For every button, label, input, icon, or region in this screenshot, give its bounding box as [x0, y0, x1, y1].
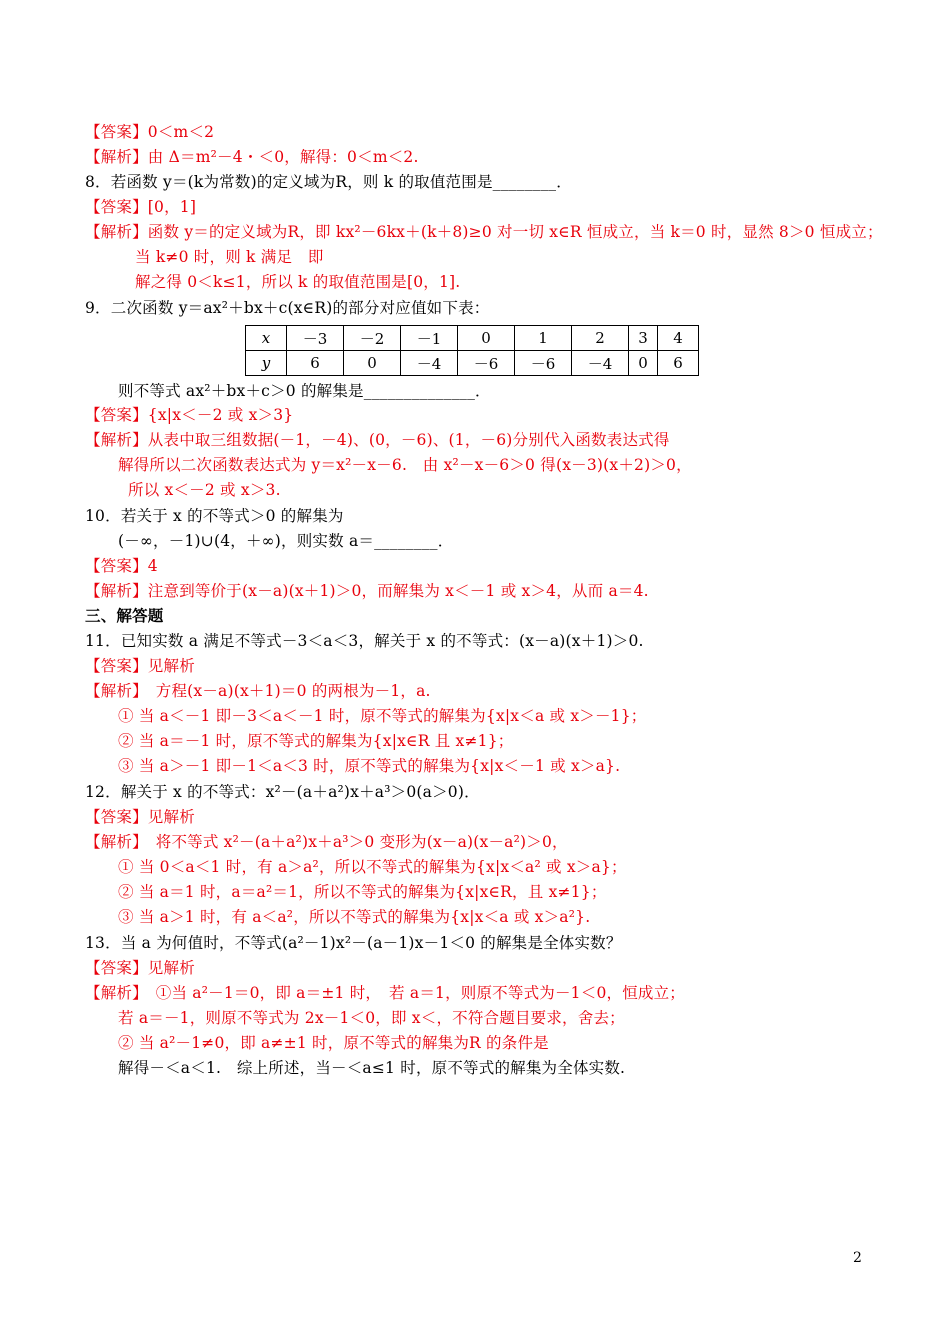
question-10: 10．若关于 x 的不等式＞0 的解集为 [85, 507, 344, 525]
table-cell: 0 [344, 351, 401, 376]
analysis-line: 【解析】 将不等式 x²－(a＋a²)x＋a³＞0 变形为(x－a)(x－a²)＞0， [85, 833, 568, 851]
question-13: 13．当 a 为何值时，不等式(a²－1)x²－(a－1)x－1＜0 的解集是全体实数？ [85, 934, 622, 952]
analysis-line: 【解析】函数 y＝的定义域为R，即 kx²－6kx＋(k＋8)≥0 对一切 x∈R 恒成立，当 k＝0 时，显然 8＞0 恒成立； [85, 223, 883, 241]
answer-line: 【答案】0＜m＜2 [85, 123, 215, 141]
answer-line: 【答案】见解析 [85, 959, 195, 977]
table-cell: 6 [658, 351, 699, 376]
analysis-line: ② 当 a＝－1 时，原不等式的解集为{x|x∈R 且 x≠1}； [118, 732, 514, 750]
table-cell: 0 [458, 326, 515, 351]
table-header-x: x [246, 326, 287, 351]
answer-line: 【答案】见解析 [85, 657, 195, 675]
table-row-y [246, 351, 699, 376]
answer-line: 【答案】{x|x＜－2 或 x＞3} [85, 406, 294, 424]
table-cell: －3 [287, 326, 344, 351]
question-9-prompt: 则不等式 ax²＋bx＋c＞0 的解集是______________． [118, 382, 491, 400]
question-10-cont: (－∞，－1)∪(4，＋∞)，则实数 a＝________． [118, 532, 454, 550]
table-cell: 2 [572, 326, 629, 351]
analysis-line: 【解析】由 Δ＝m²－4・＜0，解得：0＜m＜2. [85, 148, 419, 166]
table-header-y: y [246, 351, 287, 376]
analysis-line: ③ 当 a＞1 时，有 a＜a²，所以不等式的解集为{x|x＜a 或 x＞a²}. [118, 908, 591, 926]
question-9: 9．二次函数 y＝ax²＋bx＋c(x∈R)的部分对应值如下表： [85, 299, 490, 317]
analysis-line: 【解析】注意到等价于(x－a)(x＋1)＞0，而解集为 x＜－1 或 x＞4，从而 a＝4. [85, 582, 649, 600]
analysis-line: ③ 当 a＞－1 即－1＜a＜3 时，原不等式的解集为{x|x＜－1 或 x＞a}. [118, 757, 621, 775]
analysis-line: ① 当 0＜a＜1 时，有 a＞a²，所以不等式的解集为{x|x＜a² 或 x＞a}； [118, 858, 627, 876]
question-12: 12．解关于 x 的不等式：x²－(a＋a²)x＋a³＞0(a＞0)． [85, 783, 480, 801]
table-cell: 3 [629, 326, 658, 351]
value-table [245, 325, 699, 376]
table-cell: －1 [401, 326, 458, 351]
table-cell: 6 [287, 351, 344, 376]
table-cell: 4 [658, 326, 699, 351]
analysis-line: 解得所以二次函数表达式为 y＝x²－x－6. 由 x²－x－6＞0 得(x－3)(x＋2)＞0， [118, 456, 692, 474]
analysis-line: ② 当 a²－1≠0，即 a≠±1 时，原不等式的解集为R 的条件是 [118, 1034, 549, 1052]
answer-line: 【答案】见解析 [85, 808, 195, 826]
table-cell: 1 [515, 326, 572, 351]
table-row-x [246, 326, 699, 351]
analysis-line: 所以 x＜－2 或 x＞3. [128, 481, 281, 499]
analysis-line: 解之得 0＜k≤1，所以 k 的取值范围是[0，1]. [135, 273, 461, 291]
analysis-line: 若 a＝－1，则原不等式为 2x－1＜0，即 x＜，不符合题目要求，舍去； [118, 1009, 625, 1027]
table-cell: －4 [572, 351, 629, 376]
answer-line: 【答案】[0，1] [85, 198, 197, 216]
analysis-line: ① 当 a＜－1 即－3＜a＜－1 时，原不等式的解集为{x|x＜a 或 x＞－1}； [118, 707, 647, 725]
question-8: 8．若函数 y＝(k为常数)的定义域为R，则 k 的取值范围是________． [85, 173, 572, 191]
question-11: 11．已知实数 a 满足不等式－3＜a＜3，解关于 x 的不等式：(x－a)(x＋1)＞0. [85, 632, 644, 650]
table-cell: －2 [344, 326, 401, 351]
page-number: 2 [853, 1250, 862, 1266]
analysis-line: 【解析】 ①当 a²－1＝0，即 a＝±1 时， 若 a＝1，则原不等式为－1＜0，恒成立； [85, 984, 686, 1002]
table-cell: －6 [515, 351, 572, 376]
analysis-line: 【解析】 方程(x－a)(x＋1)＝0 的两根为－1，a. [85, 682, 431, 700]
analysis-line: 当 k≠0 时，则 k 满足 即 [135, 248, 324, 266]
table-cell: －4 [401, 351, 458, 376]
analysis-line: 【解析】从表中取三组数据(－1，－4)、(0，－6)、(1，－6)分别代入函数表达式得 [85, 431, 670, 449]
table-cell: －6 [458, 351, 515, 376]
analysis-line-conclusion: 解得－＜a＜1. 综上所述，当－＜a≤1 时，原不等式的解集为全体实数. [118, 1059, 626, 1077]
answer-line: 【答案】4 [85, 557, 158, 575]
section-heading: 三、解答题 [85, 606, 164, 625]
table-cell: 0 [629, 351, 658, 376]
analysis-line: ② 当 a＝1 时，a＝a²＝1，所以不等式的解集为{x|x∈R，且 x≠1}； [118, 883, 607, 901]
